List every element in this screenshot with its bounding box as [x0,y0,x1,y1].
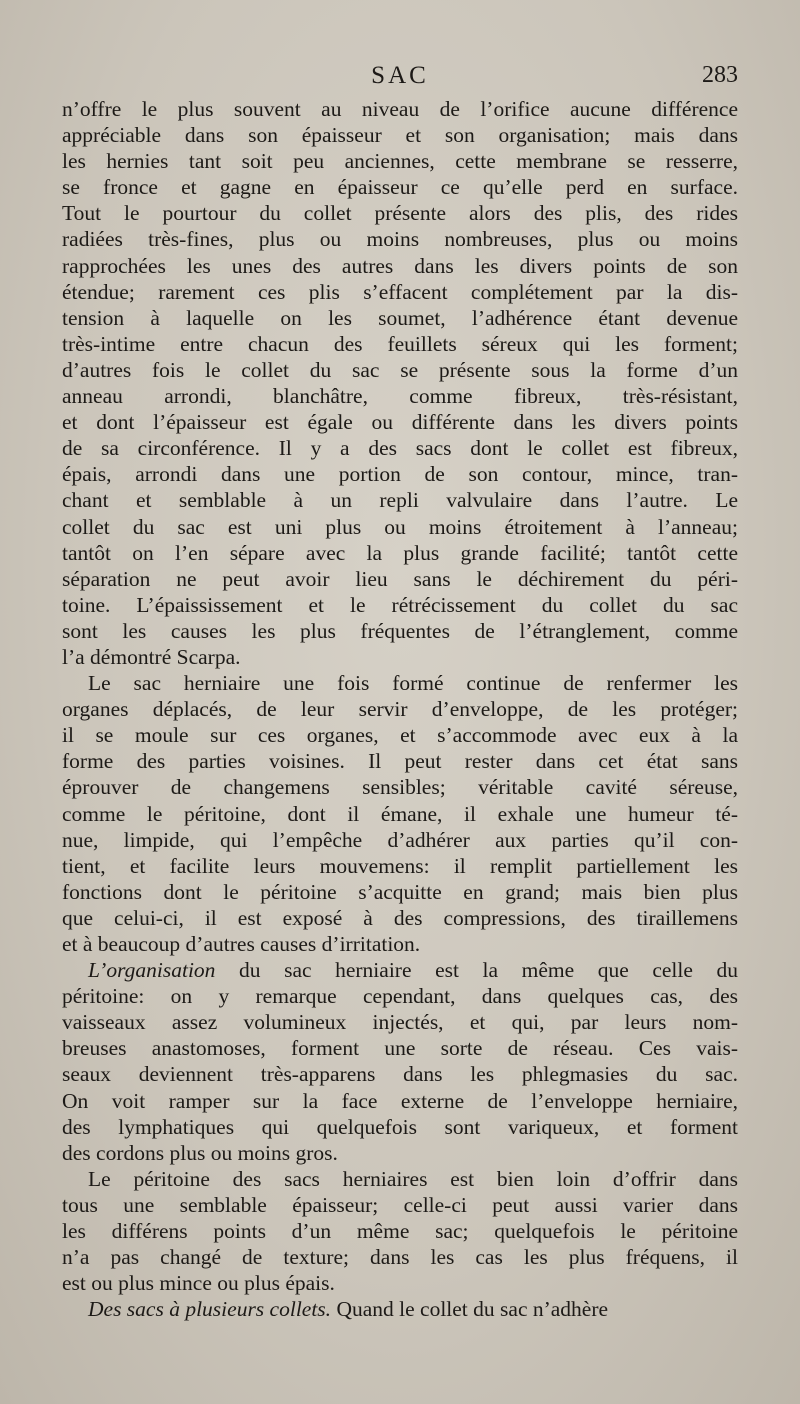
body-text [62,96,738,1322]
text-line: forme des parties voisines. Il peut rester dans cet état sans [62,749,738,774]
text-line [62,957,738,983]
text-line: tension à laquelle on les soumet, l’adhérence étant devenue [62,305,738,330]
text-line: des lymphatiques qui quelquefois sont variqueux, et forment [62,1114,738,1139]
text-line: les différens points d’un même sac; quelquefois le péritoine [62,1219,738,1244]
text-line: On voit ramper sur la face externe de l’enveloppe herniaire, [62,1088,738,1113]
text-line: nue, limpide, qui l’empêche d’adhérer aux parties qu’il con- [62,827,738,852]
text-line: que celui-ci, il est exposé à des compressions, des tiraillemens [62,905,738,930]
paragraph [62,96,738,670]
text-line: seaux deviennent très-apparens dans les phlegmasies du sac. [62,1062,738,1087]
text-line: vaisseaux assez volumineux injectés, et qui, par leurs nom- [62,1010,738,1035]
text-line: chant et semblable à un repli valvulaire dans l’autre. Le [62,488,738,513]
text-line: se fronce et gagne en épaisseur ce qu’elle perd en surface. [62,175,738,200]
text-line: Le sac herniaire une fois formé continue de renfermer les [88,671,738,696]
text-line [62,1296,738,1322]
text-line: très-intime entre chacun des feuillets séreux qui les forment; [62,331,738,356]
text-line: comme le péritoine, dont il émane, il exhale une humeur té- [62,801,738,826]
running-title: SAC [371,62,429,89]
text-line: séparation ne peut avoir lieu sans le déchirement du péri- [62,566,738,591]
text-line: Tout le pourtour du collet présente alors des plis, des rides [62,201,738,226]
italic-lead: L’organisation [88,958,216,983]
text-line: et dont l’épaisseur est égale ou différente dans les divers points [62,410,738,435]
text-line: éprouver de changemens sensibles; véritable cavité séreuse, [62,775,738,800]
paragraph [62,670,738,957]
text-line: d’autres fois le collet du sac se présente sous la forme d’un [62,357,738,382]
text-line: tantôt on l’en sépare avec la plus grande facilité; tantôt cette [62,540,738,565]
text-line: l’a démontré Scarpa. [62,644,241,669]
text-line: péritoine: on y remarque cependant, dans quelques cas, des [62,984,738,1009]
running-header [62,62,738,98]
text-line: appréciable dans son épaisseur et son organisation; mais dans [62,123,738,148]
text-line: tient, et facilite leurs mouvemens: il remplit partiellement les [62,853,738,878]
text-line: organes déplacés, de leur servir d’enveloppe, de les protéger; [62,697,738,722]
line-text: du sac herniaire est la même que celle du [215,958,738,983]
text-line: des cordons plus ou moins gros. [62,1140,338,1165]
paragraph [62,1166,738,1296]
italic-lead: Des sacs à plusieurs collets. [88,1297,332,1322]
text-line: n’a pas changé de texture; dans les cas les plus fréquens, il [62,1245,738,1270]
line-text: Quand le collet du sac n’adhère [331,1297,609,1322]
text-line: et à beaucoup d’autres causes d’irritation. [62,932,421,956]
text-line: toine. L’épaississement et le rétrécissement du collet du sac [62,592,738,617]
text-line: fonctions dont le péritoine s’acquitte en grand; mais bien plus [62,879,738,904]
text-line: radiées très-fines, plus ou moins nombreuses, plus ou moins [62,227,738,252]
text-line: étendue; rarement ces plis s’effacent complétement par la dis- [62,279,738,304]
text-line: est ou plus mince ou plus épais. [62,1271,335,1296]
text-line: les hernies tant soit peu anciennes, cette membrane se resserre, [62,149,738,174]
paragraph [62,957,738,1166]
text-line: il se moule sur ces organes, et s’accommode avec eux à la [62,723,738,748]
text-line: breuses anastomoses, forment une sorte de réseau. Ces vais- [62,1036,738,1061]
text-line: tous une semblable épaisseur; celle-ci peut aussi varier dans [62,1192,738,1217]
text-line: anneau arrondi, blanchâtre, comme fibreux, très-résistant, [62,384,738,409]
paragraph [62,1296,738,1322]
text-line: rapprochées les unes des autres dans les divers points de son [62,253,738,278]
text-line: n’offre le plus souvent au niveau de l’orifice aucune différence [62,97,738,121]
text-line: de sa circonférence. Il y a des sacs dont le collet est fibreux, [62,436,738,461]
text-line: épais, arrondi dans une portion de son contour, mince, tran- [62,462,738,487]
text-line: sont les causes les plus fréquentes de l’étranglement, comme [62,618,738,643]
page-number: 283 [702,62,738,88]
text-line: collet du sac est uni plus ou moins étroitement à l’anneau; [62,514,738,539]
text-line: Le péritoine des sacs herniaires est bien loin d’offrir dans [88,1166,738,1191]
